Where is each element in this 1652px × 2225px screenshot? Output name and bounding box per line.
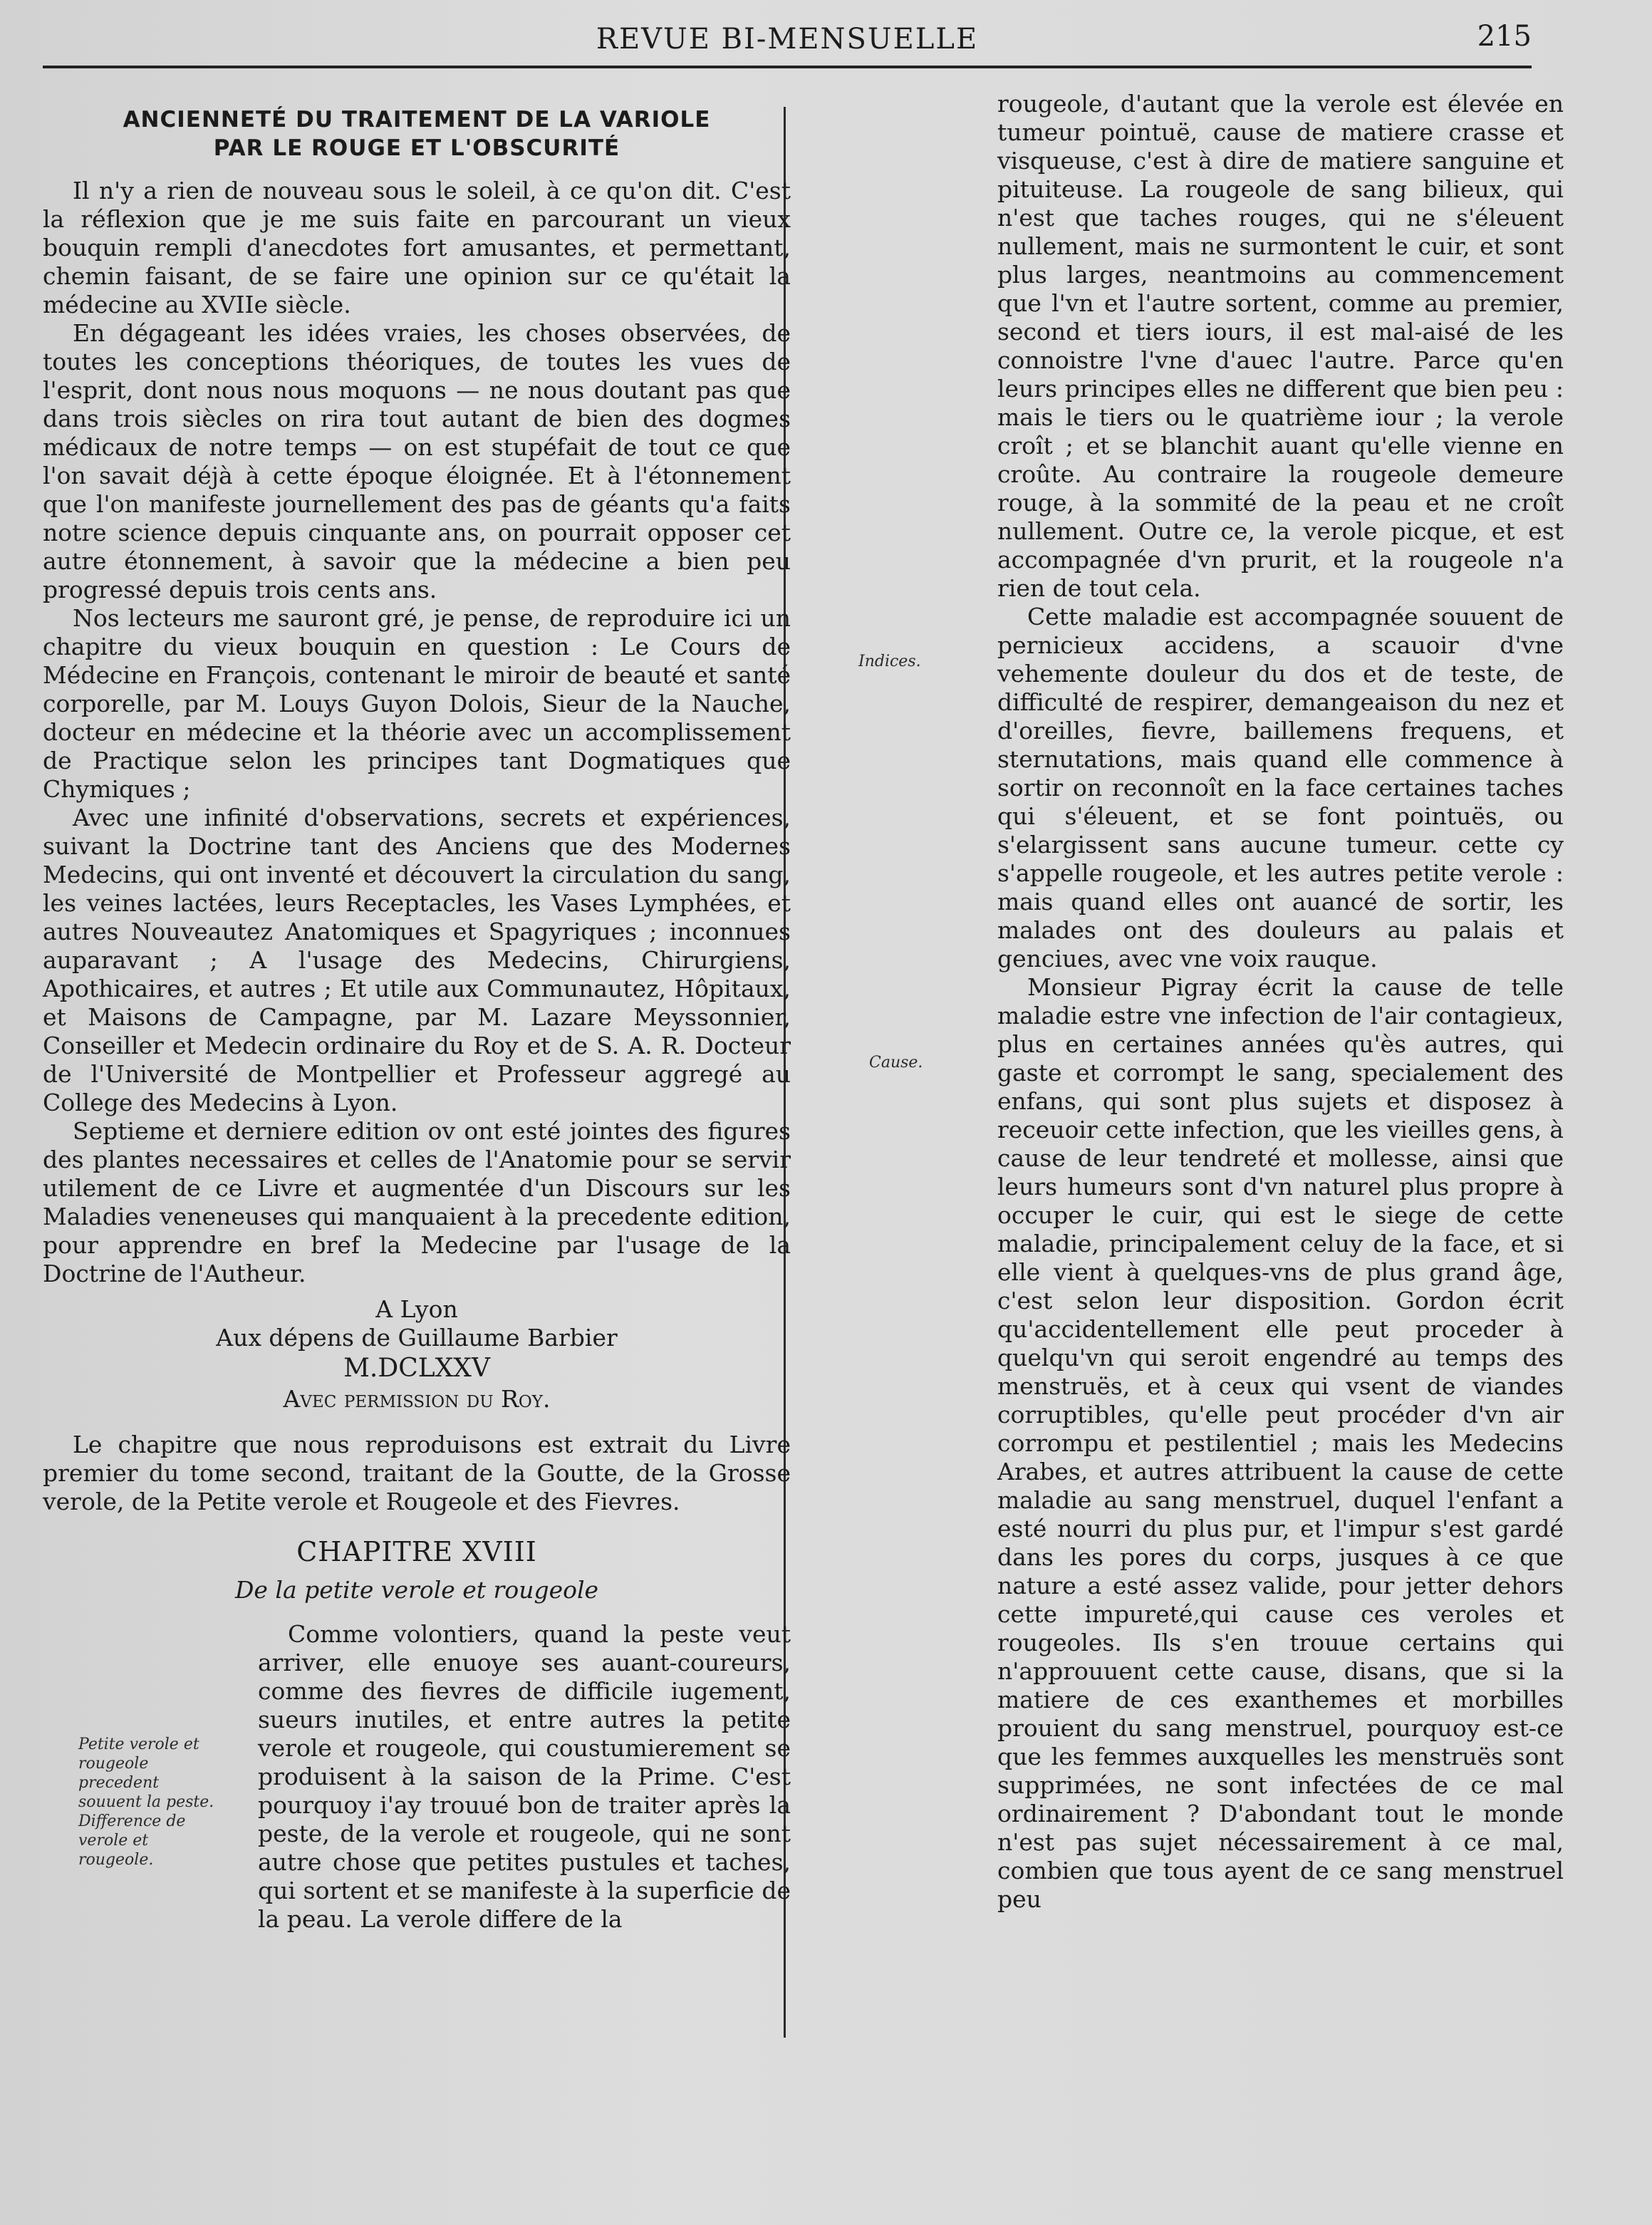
article-title-line-1: ANCIENNETÉ DU TRAITEMENT DE LA VARIOLE <box>123 107 711 133</box>
paragraph: Nos lecteurs me sauront gré, je pense, de reproduire ici un chapitre du vieux bouquin en question : Le Cours de Médecine en François, contenant le miroir de beauté et santé corporelle, par M. Louys Guyon Dolois, Sieur de la Nauche, docteur en médecine et la théorie avec un accomplissement de Practique selon les principes tant Dogmatiques que Chymiques ; <box>43 604 791 803</box>
paragraph: Cette maladie est accompagnée souuent de pernicieux accidens, a scauoir d'vne vehemente douleur du dos et de teste, de difficulté de respirer, demangeaison du nez et d'oreilles, fievre, baillemens frequens, et sternutations, mais quand elle commence à sortir on reconnoît en la face certaines taches qui s'éleuent, et se font pointuës, ou s'elargissent sans aucune tumeur. cette cy s'appelle rougeole, et les autres petite verole : mais quand elles ont auancé de sortir, les malades ont des douleurs au palais et genciues, avec vne voix rauque. <box>997 603 1564 973</box>
margin-note-indices: Indices. <box>858 653 921 670</box>
imprint-publisher: Aux dépens de Guillaume Barbier <box>216 1324 618 1352</box>
paragraph: Avec une infinité d'observations, secrets et expériences, suivant la Doctrine tant des Anciens que des Modernes Medecins, qui ont inventé et découvert la circulation du sang, les veines lactées, leurs Receptacles, les Vases Lymphées, et autres Nouveautez Anatomiques et Spagyriques ; inconnues auparavant ; A l'usage des Medecins, Chirurgiens, Apothicaires, et autres ; Et utile aux Communautez, Hôpitaux, et Maisons de Campagne, par M. Lazare Meyssonnier, Conseiller et Medecin ordinaire du Roy et de S. A. R. Docteur de l'Université de Montpellier et Professeur aggregé au College des Medecins à Lyon. <box>43 804 791 1116</box>
paragraph: Monsieur Pigray écrit la cause de telle maladie estre vne infection de l'air contagieux, plus en certaines années qu'ès autres, qui gaste et corrompt le sang, specialement des enfans, qui sont plus sujets et disposez à receuoir cette infection, que les vieilles gens, à cause de leur tendreté et mollesse, ainsi que leurs humeurs sont d'vn naturel plus propre à occuper le cuir, qui est le siege de cette maladie, principalement celuy de la face, et si elle vient à quelques-vns de plus grand âge, c'est selon leur disposition. Gordon écrit qu'accidentellement elle peut proceder à quelqu'vn qui seroit engendré au temps des menstruës, et à ceux qui vsent de viandes corruptibles, qu'elle peut procéder d'vn air corrompu et pestilentiel ; mais les Medecins Arabes, et autres attribuent la cause de cette maladie au sang menstruel, duquel l'enfant a esté nourri du plus pur, et l'impur s'est gardé dans les pores du corps, jusques à ce que nature a esté assez valide, pour jetter dehors cette impureté,qui cause ces veroles et rougeoles. Ils s'en trouue certains qui n'approuuent cette cause, disans, que si la matiere de ces exanthemes et morbilles prouient du sang menstruel, pourquoy est-ce que les femmes auxquelles les menstruës sont supprimées, ne sont infectées de ce mal ordinairement ? D'abondant tout le monde n'est pas sujet nécessairement à ce mal, combien que tous ayent de ce sang menstruel peu <box>997 973 1564 1913</box>
page-number: 215 <box>1477 20 1532 53</box>
paragraph: Il n'y a rien de nouveau sous le soleil, à ce qu'on dit. C'est la réflexion que je me suis faite en parcourant un vieux bouquin rempli d'anecdotes fort amusantes, et permettant, chemin faisant, de se faire une opinion sur ce qu'était la médecine au XVIIe siècle. <box>43 177 791 318</box>
paragraph: En dégageant les idées vraies, les choses observées, de toutes les conceptions théoriques, de toutes les vues de l'esprit, dont nous nous moquons — ne nous doutant pas que dans trois siècles on rira tout autant de bien des dogmes médicaux de notre temps — on est stupéfait de tout ce que l'on savait déjà à cette époque éloignée. Et à l'étonnement que l'on manifeste journellement des pas de géants qu'a faits notre science depuis cinquante ans, on pourrait opposer cet autre étonnement, à savoir que la médecine a bien peu progressé depuis trois cents ans. <box>43 319 791 603</box>
margin-note: Petite verole et rougeole precedent souuent la peste. Difference de verole et rougeole. <box>78 1736 214 1869</box>
imprint-permission: Avec permission du Roy. <box>283 1385 551 1413</box>
margin-note-cause: Cause. <box>869 1054 923 1072</box>
paragraph: Le chapitre que nous reproduisons est extrait du Livre premier du tome second, traitant de la Goutte, de la Grosse verole, de la Petite verole et Rougeole et des Fievres. <box>43 1431 791 1515</box>
left-column <box>43 100 791 1934</box>
page-header <box>43 16 1532 66</box>
paragraph: Septieme et derniere edition ov ont esté jointes des figures des plantes necessaires et celles de l'Anatomie pour se servir utilement de ce Livre et augmentée d'un Discours sur les Maladies veneneuses qui manquaient à la precedente edition, pour apprendre en bref la Medecine par l'usage de la Doctrine de l'Autheur. <box>43 1117 791 1287</box>
article-title-line-2: PAR LE ROUGE ET L'OBSCURITÉ <box>213 135 620 161</box>
paragraph: Comme volontiers, quand la peste veut arriver, elle enuoye ses auant-coureurs, comme des fievres de difficile iugement, sueurs inutiles, et entre autres la petite verole et rougeole, qui coustumierement se produisent à la saison de la Prime. C'est pourquoy i'ay trouué bon de traiter après la peste, de la verole et rougeole, qui ne sont autre chose que petites pustules et taches, qui sortent et se manifeste à la superficie de la peau. La verole differe de la <box>258 1620 791 1933</box>
imprint-city: A Lyon <box>375 1295 458 1323</box>
chapter-subtitle: De la petite verole et rougeole <box>234 1576 599 1604</box>
journal-title: REVUE BI-MENSUELLE <box>596 23 979 56</box>
article-title <box>43 105 791 162</box>
right-column <box>997 90 1564 1914</box>
header-rule <box>43 66 1532 68</box>
paragraph: rougeole, d'autant que la verole est élevée en tumeur pointuë, cause de matiere crasse et visqueuse, c'est à dire de matiere sanguine et pituiteuse. La rougeole de sang bilieux, qui n'est que taches rouges, qui ne s'éleuent nullement, mais ne surmontent le cuir, et sont plus larges, neantmoins au commencement que l'vn et l'autre sortent, comme au premier, second et tiers iours, il est mal-aisé de les connoistre l'vne d'auec l'autre. Parce qu'en leurs principes elles ne different que bien peu : mais le tiers ou le quatrième iour ; la verole croît ; et se blanchit auant qu'elle vienne en croûte. Au contraire la rougeole demeure rouge, à la sommité de la peau et ne croît nullement. Outre ce, la verole picque, et est accompagnée d'vn prurit, et la rougeole n'a rien de tout cela. <box>997 90 1564 602</box>
chapter-title: CHAPITRE XVIII <box>296 1536 537 1567</box>
imprint-year: M.DCLXXV <box>343 1354 490 1383</box>
